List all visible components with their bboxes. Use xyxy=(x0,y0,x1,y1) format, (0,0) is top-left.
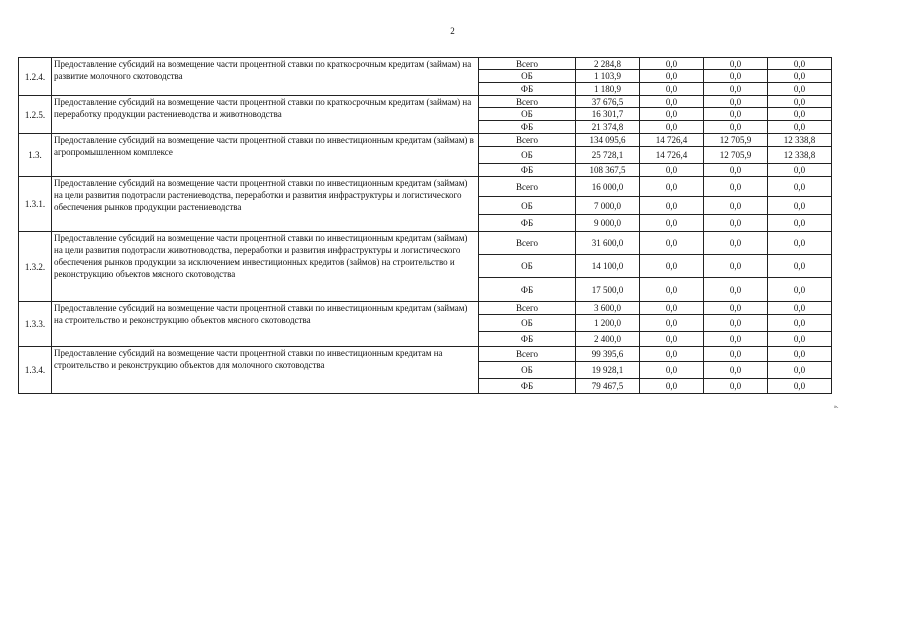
funding-source: ФБ xyxy=(479,164,576,177)
amount-cell: 14 100,0 xyxy=(576,255,640,278)
amount-cell: 0,0 xyxy=(768,278,832,302)
amount-cell: 0,0 xyxy=(640,278,704,302)
amount-cell: 0,0 xyxy=(768,58,832,70)
amount-cell: 0,0 xyxy=(768,164,832,177)
amount-cell: 0,0 xyxy=(704,347,768,362)
funding-source: Всего xyxy=(479,58,576,70)
amount-cell: 0,0 xyxy=(640,232,704,255)
amount-cell: 12 705,9 xyxy=(704,134,768,147)
amount-cell: 0,0 xyxy=(704,379,768,394)
funding-source: Всего xyxy=(479,96,576,108)
amount-cell: 14 726,4 xyxy=(640,147,704,164)
amount-cell: 0,0 xyxy=(768,232,832,255)
table-row xyxy=(19,58,832,70)
amount-cell: 0,0 xyxy=(768,379,832,394)
amount-cell: 0,0 xyxy=(768,108,832,121)
amount-cell: 12 338,8 xyxy=(768,147,832,164)
amount-cell: 0,0 xyxy=(704,108,768,121)
funding-source: ФБ xyxy=(479,379,576,394)
amount-cell: 17 500,0 xyxy=(576,278,640,302)
table-row xyxy=(19,96,832,108)
funding-source: Всего xyxy=(479,134,576,147)
amount-cell: 0,0 xyxy=(768,215,832,232)
amount-cell: 134 095,6 xyxy=(576,134,640,147)
table-row xyxy=(19,232,832,255)
amount-cell: 0,0 xyxy=(640,379,704,394)
item-description: Предоставление субсидий на возмещение части процентной ставки по инвестиционным кредитам (займам) на цели развития подотрасли животноводства, переработки и развития инфраструктуры и логистического обеспечения рынков продукции за исключением инвестиционных кредитов (займов) на строительство и реконструкцию объектов мясного скотоводства xyxy=(52,232,479,302)
amount-cell: 0,0 xyxy=(768,121,832,134)
funding-source: ОБ xyxy=(479,255,576,278)
funding-source: Всего xyxy=(479,302,576,315)
funding-source: ОБ xyxy=(479,315,576,332)
amount-cell: 0,0 xyxy=(640,70,704,83)
amount-cell: 0,0 xyxy=(640,197,704,215)
amount-cell: 0,0 xyxy=(768,332,832,347)
table-row xyxy=(19,134,832,147)
amount-cell: 0,0 xyxy=(704,96,768,108)
item-code: 1.2.4. xyxy=(19,58,52,96)
amount-cell: 2 284,8 xyxy=(576,58,640,70)
amount-cell: 0,0 xyxy=(704,83,768,96)
amount-cell: 0,0 xyxy=(640,58,704,70)
item-description: Предоставление субсидий на возмещение части процентной ставки по инвестиционным кредитам (займам) на цели развития подотрасли растениеводства, переработки и развития инфраструктуры и логистического обеспечения рынков продукции растениеводства xyxy=(52,177,479,232)
funding-source: ФБ xyxy=(479,121,576,134)
funding-source: ОБ xyxy=(479,147,576,164)
item-code: 1.2.5. xyxy=(19,96,52,134)
amount-cell: 0,0 xyxy=(704,255,768,278)
table-row xyxy=(19,347,832,362)
amount-cell: 3 600,0 xyxy=(576,302,640,315)
amount-cell: 2 400,0 xyxy=(576,332,640,347)
page-number: 2 xyxy=(450,26,455,36)
amount-cell: 0,0 xyxy=(640,315,704,332)
item-code: 1.3. xyxy=(19,134,52,177)
item-code: 1.3.2. xyxy=(19,232,52,302)
amount-cell: 0,0 xyxy=(768,302,832,315)
amount-cell: 0,0 xyxy=(768,347,832,362)
item-description: Предоставление субсидий на возмещение части процентной ставки по инвестиционным кредитам (займам) на строительство и реконструкцию объектов мясного скотоводства xyxy=(52,302,479,347)
amount-cell: 0,0 xyxy=(640,255,704,278)
funding-source: ОБ xyxy=(479,70,576,83)
amount-cell: 0,0 xyxy=(640,83,704,96)
amount-cell: 0,0 xyxy=(768,362,832,379)
amount-cell: 31 600,0 xyxy=(576,232,640,255)
amount-cell: 0,0 xyxy=(704,232,768,255)
funding-source: Всего xyxy=(479,232,576,255)
amount-cell: 0,0 xyxy=(768,255,832,278)
item-code: 1.3.1. xyxy=(19,177,52,232)
amount-cell: 0,0 xyxy=(768,197,832,215)
amount-cell: 0,0 xyxy=(640,164,704,177)
amount-cell: 0,0 xyxy=(640,108,704,121)
amount-cell: 19 928,1 xyxy=(576,362,640,379)
amount-cell: 21 374,8 xyxy=(576,121,640,134)
item-code: 1.3.3. xyxy=(19,302,52,347)
item-description: Предоставление субсидий на возмещение части процентной ставки по инвестиционным кредитам на строительство и реконструкцию объектов для молочного скотоводства xyxy=(52,347,479,394)
amount-cell: 9 000,0 xyxy=(576,215,640,232)
table-body xyxy=(19,58,832,394)
amount-cell: 0,0 xyxy=(704,121,768,134)
funding-source: ФБ xyxy=(479,278,576,302)
amount-cell: 0,0 xyxy=(640,347,704,362)
amount-cell: 0,0 xyxy=(704,164,768,177)
amount-cell: 14 726,4 xyxy=(640,134,704,147)
amount-cell: 0,0 xyxy=(704,58,768,70)
amount-cell: 0,0 xyxy=(704,278,768,302)
amount-cell: 16 000,0 xyxy=(576,177,640,197)
amount-cell: 0,0 xyxy=(640,121,704,134)
amount-cell: 0,0 xyxy=(768,96,832,108)
amount-cell: 0,0 xyxy=(704,197,768,215)
amount-cell: 1 200,0 xyxy=(576,315,640,332)
funding-source: Всего xyxy=(479,347,576,362)
amount-cell: 1 103,9 xyxy=(576,70,640,83)
amount-cell: 0,0 xyxy=(704,302,768,315)
item-description: Предоставление субсидий на возмещение части процентной ставки по краткосрочным кредитам (займам) на развитие молочного скотоводства xyxy=(52,58,479,96)
amount-cell: 0,0 xyxy=(640,177,704,197)
amount-cell: 108 367,5 xyxy=(576,164,640,177)
closing-quote-mark: ». xyxy=(834,404,839,410)
item-code: 1.3.4. xyxy=(19,347,52,394)
amount-cell: 1 180,9 xyxy=(576,83,640,96)
amount-cell: 0,0 xyxy=(704,177,768,197)
funding-source: ФБ xyxy=(479,332,576,347)
item-description: Предоставление субсидий на возмещение части процентной ставки по инвестиционным кредитам (займам) в агропромышленном комплексе xyxy=(52,134,479,177)
amount-cell: 0,0 xyxy=(704,215,768,232)
amount-cell: 79 467,5 xyxy=(576,379,640,394)
amount-cell: 0,0 xyxy=(768,315,832,332)
funding-source: ФБ xyxy=(479,83,576,96)
amount-cell: 0,0 xyxy=(704,362,768,379)
funding-source: Всего xyxy=(479,177,576,197)
amount-cell: 0,0 xyxy=(640,96,704,108)
amount-cell: 16 301,7 xyxy=(576,108,640,121)
table-row xyxy=(19,302,832,315)
amount-cell: 12 705,9 xyxy=(704,147,768,164)
amount-cell: 0,0 xyxy=(640,362,704,379)
budget-table xyxy=(18,57,832,394)
amount-cell: 25 728,1 xyxy=(576,147,640,164)
item-description: Предоставление субсидий на возмещение части процентной ставки по краткосрочным кредитам (займам) на переработку продукции растениеводства и животноводства xyxy=(52,96,479,134)
amount-cell: 0,0 xyxy=(768,70,832,83)
funding-source: ОБ xyxy=(479,197,576,215)
amount-cell: 12 338,8 xyxy=(768,134,832,147)
amount-cell: 0,0 xyxy=(704,70,768,83)
amount-cell: 0,0 xyxy=(704,332,768,347)
funding-source: ОБ xyxy=(479,362,576,379)
funding-source: ОБ xyxy=(479,108,576,121)
amount-cell: 99 395,6 xyxy=(576,347,640,362)
amount-cell: 37 676,5 xyxy=(576,96,640,108)
amount-cell: 0,0 xyxy=(768,83,832,96)
amount-cell: 0,0 xyxy=(640,215,704,232)
table-row xyxy=(19,177,832,197)
amount-cell: 0,0 xyxy=(768,177,832,197)
funding-source: ФБ xyxy=(479,215,576,232)
amount-cell: 0,0 xyxy=(640,302,704,315)
amount-cell: 7 000,0 xyxy=(576,197,640,215)
amount-cell: 0,0 xyxy=(640,332,704,347)
amount-cell: 0,0 xyxy=(704,315,768,332)
